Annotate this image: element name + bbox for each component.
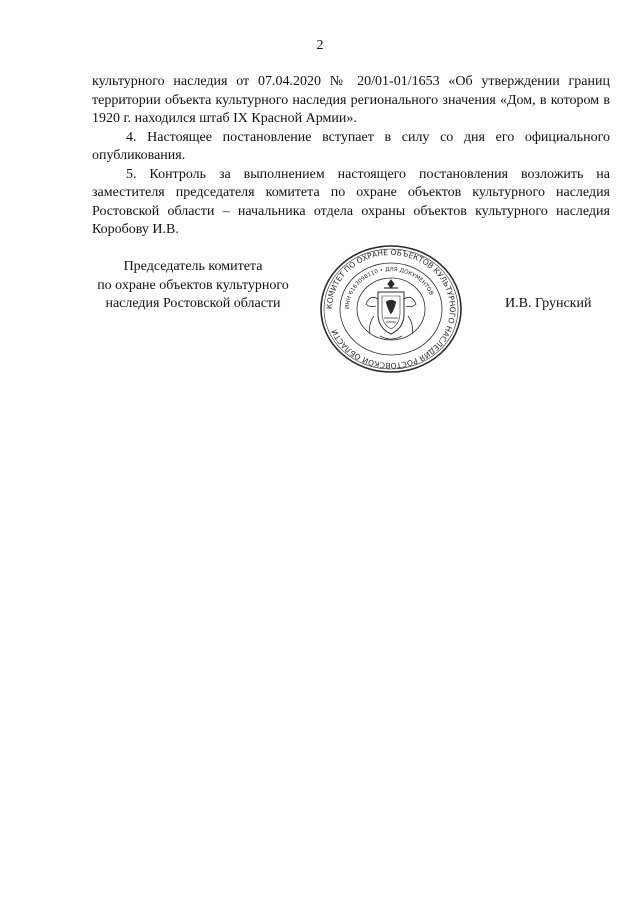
seal-inner-text: ИНН 6163098110 • ДЛЯ ДОКУМЕНТОВ bbox=[344, 266, 434, 310]
document-body bbox=[92, 73, 610, 240]
signer-position-line: наследия Ростовской области bbox=[105, 296, 281, 311]
signer-position-line: Председатель комитета bbox=[123, 259, 263, 274]
signer-position bbox=[72, 258, 314, 314]
official-seal-icon bbox=[318, 244, 464, 374]
signer-name: И.В. Грунский bbox=[505, 296, 592, 311]
page-number: 2 bbox=[316, 38, 324, 53]
coat-of-arms-icon bbox=[366, 280, 416, 339]
signer-position-line: по охране объектов культурного bbox=[97, 277, 289, 293]
paragraph-continuation: культурного наследия от 07.04.2020 № 20/01-01/1653 «Об утверждении границ территории объекта культурного наследия регионального значения «Дом, в котором в 1920 г. находился штаб IX Красной Армии». bbox=[92, 74, 610, 126]
seal-outer-text: КОМИТЕТ ПО ОХРАНЕ ОБЪЕКТОВ КУЛЬТУРНОГО НАСЛЕДИЯ РОСТОВСКОЙ ОБЛАСТИ bbox=[324, 247, 458, 371]
paragraph-item-5: 5. Контроль за выполнением настоящего постановления возложить на заместителя председателя комитета по охране объектов культурного наследия Ростовской области – начальника отдела охраны объектов культурного наследия Коробову И.В. bbox=[92, 166, 610, 237]
paragraph-item-4: 4. Настоящее постановление вступает в силу со дня его официального опубликования. bbox=[92, 129, 610, 163]
